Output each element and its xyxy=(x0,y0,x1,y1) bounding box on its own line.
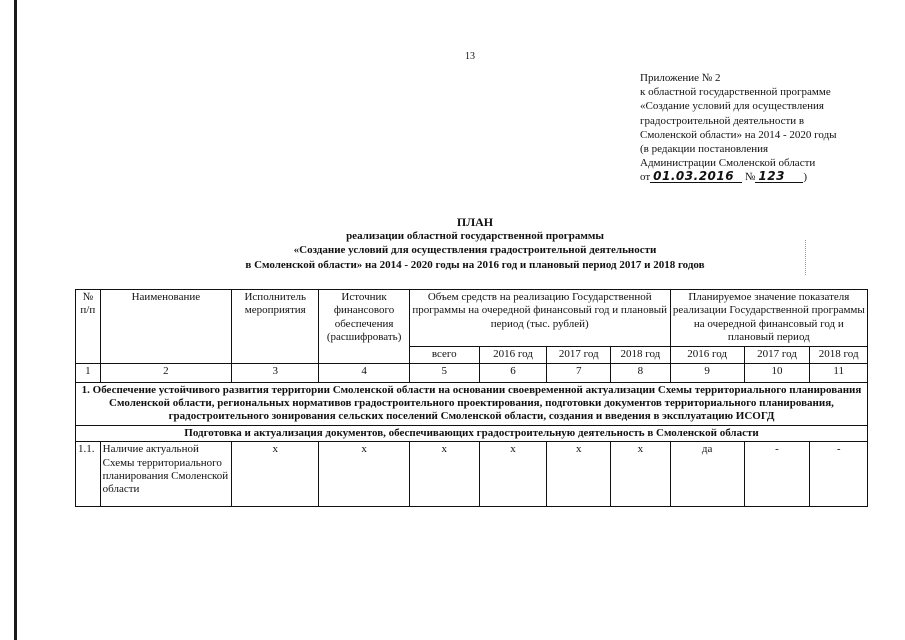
appendix-line: градостроительной деятельности в xyxy=(640,114,805,127)
row-indicator-2018: - xyxy=(810,442,868,507)
closing-paren: ) xyxy=(803,171,808,184)
row-funding-2016: х xyxy=(479,442,547,507)
header-name: Наименование xyxy=(100,290,231,364)
date-prefix: от xyxy=(640,171,651,184)
row-num: 1.1. xyxy=(76,442,101,507)
subsection-title: Подготовка и актуализация документов, обеспечивающих градостроительную деятельность в Смоленской области xyxy=(76,425,868,441)
appendix-line: Приложение № 2 xyxy=(640,72,721,84)
appendix-line: Смоленской области» на 2014 - 2020 годы xyxy=(640,128,837,141)
plan-table xyxy=(75,289,868,507)
appendix-line: «Создание условий для осуществления xyxy=(640,100,824,113)
number-prefix: № xyxy=(744,171,756,184)
column-number: 4 xyxy=(319,363,409,382)
column-number: 6 xyxy=(479,363,547,382)
column-number: 7 xyxy=(547,363,611,382)
page-number: 13 xyxy=(465,51,475,62)
plan-title: ПЛАН xyxy=(456,215,494,229)
subheader-total: всего xyxy=(409,346,479,363)
header-funding: Объем средств на реализацию Государственной программы на очередной финансовый год и плановый период (тыс. рублей) xyxy=(409,290,670,347)
row-total: х xyxy=(409,442,479,507)
header-executor: Исполнитель мероприятия xyxy=(232,290,319,364)
header-num: № п/п xyxy=(76,290,101,364)
column-number: 2 xyxy=(100,363,231,382)
section-title: 1. Обеспечение устойчивого развития территории Смоленской области на основании своевременной актуализации Схемы территориального планирования Смоленской области, региональных нормативов градостроительного проектирования, подготовки документов территориального планирования, градостроительного зонирования сельских поселений Смоленской области, создания и введения в эксплуатацию ИСОГД xyxy=(76,382,868,425)
subheader-indicator-2018: 2018 год xyxy=(810,346,868,363)
header-source: Источник финансового обеспечения (расшифровать) xyxy=(319,290,409,364)
plan-subtitle-2: «Создание условий для осуществления градостроительной деятельности xyxy=(293,244,657,257)
section-row xyxy=(76,382,868,425)
column-number: 8 xyxy=(611,363,671,382)
appendix-line: к областной государственной программе xyxy=(640,86,831,99)
column-number: 1 xyxy=(76,363,101,382)
handwritten-number: 123 xyxy=(755,170,803,183)
appendix-line: Администрации Смоленской области xyxy=(640,157,816,170)
row-indicator-2016: да xyxy=(670,442,744,507)
decree-date-row xyxy=(640,170,890,184)
plan-subtitle-1: реализации областной государственной программы xyxy=(346,230,604,243)
subheader-funding-2017: 2017 год xyxy=(547,346,611,363)
row-funding-2018: х xyxy=(611,442,671,507)
subheader-funding-2016: 2016 год xyxy=(479,346,547,363)
row-name: Наличие актуальной Схемы территориального планирования Смоленской области xyxy=(100,442,231,507)
handwritten-date: 01.03.2016 xyxy=(650,170,742,183)
subsection-row xyxy=(76,425,868,441)
column-number-row xyxy=(76,363,868,382)
appendix-line: (в редакции постановления xyxy=(640,143,769,156)
subheader-indicator-2016: 2016 год xyxy=(670,346,744,363)
plan-heading xyxy=(150,215,800,272)
row-indicator-2017: - xyxy=(744,442,810,507)
column-number: 9 xyxy=(670,363,744,382)
appendix-block xyxy=(640,71,890,185)
scan-left-edge xyxy=(14,0,17,640)
row-executor: х xyxy=(232,442,319,507)
subheader-indicator-2017: 2017 год xyxy=(744,346,810,363)
table-header-row xyxy=(76,290,868,347)
scan-speck-marks xyxy=(805,240,808,275)
column-number: 3 xyxy=(232,363,319,382)
plan-subtitle-3: в Смоленской области» на 2014 - 2020 годы на 2016 год и плановый период 2017 и 2018 годов xyxy=(245,258,705,271)
row-source: х xyxy=(319,442,409,507)
column-number: 10 xyxy=(744,363,810,382)
row-funding-2017: х xyxy=(547,442,611,507)
column-number: 11 xyxy=(810,363,868,382)
subheader-funding-2018: 2018 год xyxy=(611,346,671,363)
table-row xyxy=(76,442,868,507)
column-number: 5 xyxy=(409,363,479,382)
header-indicator: Планируемое значение показателя реализации Государственной программы на очередной финансовый год и плановый период xyxy=(670,290,867,347)
